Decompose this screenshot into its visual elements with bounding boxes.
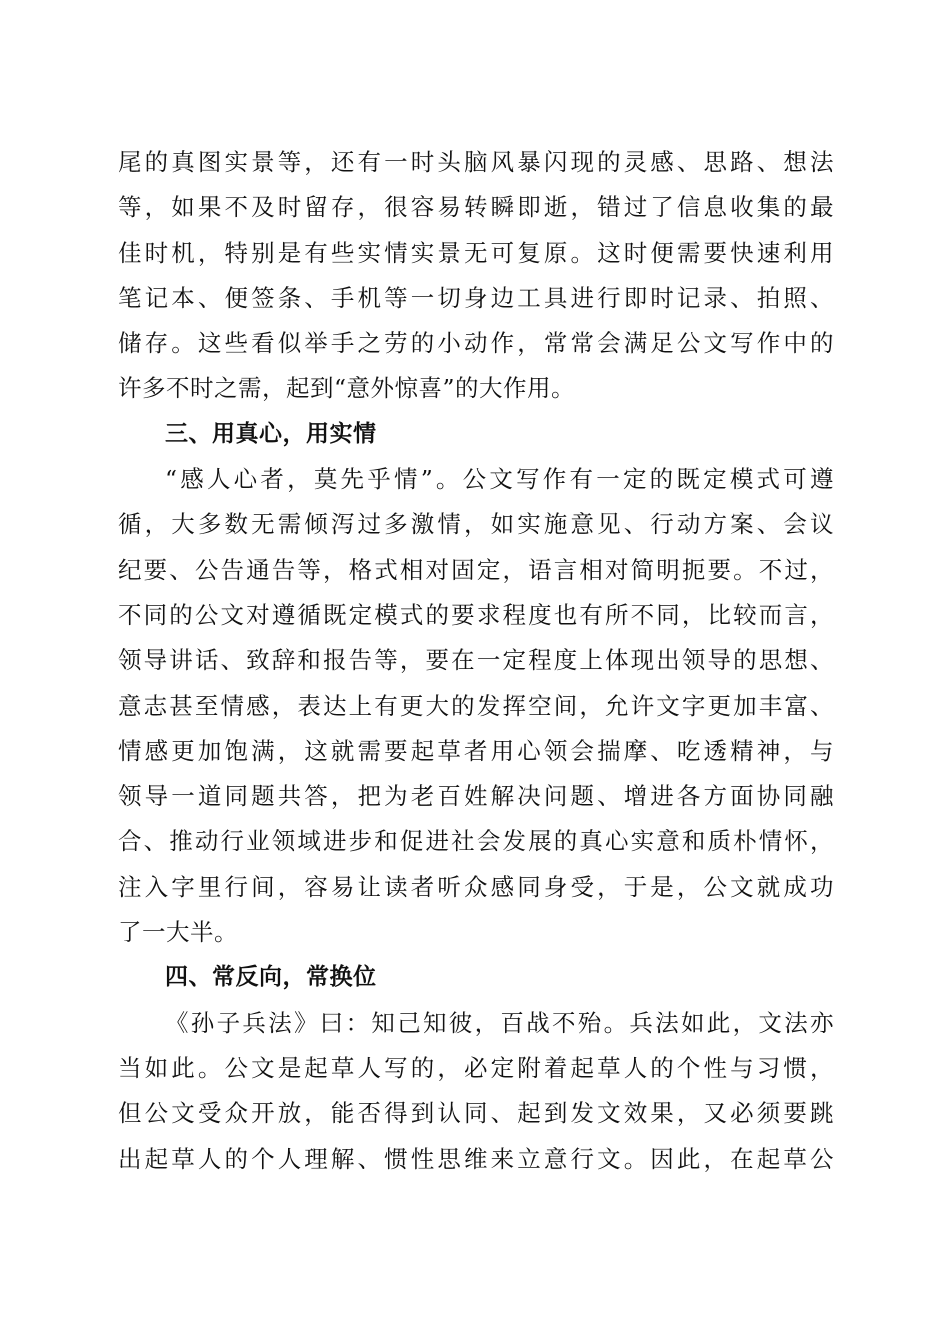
text-line: 领导一道同题共答，把为老百姓解决问题、增进各方面协同融: [118, 782, 834, 811]
text-line: 当如此。公文是起草人写的，必定附着起草人的个性与习惯，: [118, 1053, 834, 1082]
text-line: 但公文受众开放，能否得到认同、起到发文效果，又必须要跳: [118, 1099, 834, 1128]
text-line: 情感更加饱满，这就需要起草者用心领会揣摩、吃透精神，与: [118, 736, 834, 765]
section-heading-3: 三、用真心，用实情: [165, 420, 377, 447]
paragraph-section-3: [118, 457, 834, 955]
document-body: [118, 140, 834, 1182]
text-line: 合、推动行业领域进步和促进社会发展的真心实意和质朴情怀，: [118, 827, 834, 856]
text-line: “感人心者，莫先乎情”。公文写作有一定的既定模式可遵: [165, 465, 834, 494]
text-line: 尾的真图实景等，还有一时头脑风暴闪现的灵感、思路、想法: [118, 148, 834, 176]
text-line: 许多不时之需，起到“意外惊喜”的大作用。: [118, 374, 576, 403]
text-line: 储存。这些看似举手之劳的小动作，常常会满足公文写作中的: [118, 329, 834, 358]
paragraph-continued: [118, 140, 834, 412]
text-line: 笔记本、便签条、手机等一切身边工具进行即时记录、拍照、: [118, 283, 834, 312]
paragraph-section-4: [118, 1001, 834, 1182]
text-line: 纪要、公告通告等，格式相对固定，语言相对简明扼要。不过，: [118, 555, 834, 584]
text-line: 出起草人的个人理解、惯性思维来立意行文。因此，在起草公: [118, 1144, 834, 1173]
text-line: 意志甚至情感，表达上有更大的发挥空间，允许文字更加丰富、: [118, 691, 834, 720]
text-line: 领导讲话、致辞和报告等，要在一定程度上体现出领导的思想、: [118, 646, 834, 675]
text-line: 循，大多数无需倾泻过多激情，如实施意见、行动方案、会议: [118, 510, 834, 539]
text-line: 注入字里行间，容易让读者听众感同身受，于是，公文就成功: [118, 872, 834, 901]
section-heading-4: 四、常反向，常换位: [165, 964, 377, 991]
text-line: 不同的公文对遵循既定模式的要求程度也有所不同，比较而言，: [118, 600, 834, 629]
text-line: 等，如果不及时留存，很容易转瞬即逝，错过了信息收集的最: [118, 193, 834, 222]
text-line: 《孙子兵法》曰：知己知彼，百战不殆。兵法如此，文法亦: [165, 1008, 834, 1037]
text-line: 佳时机，特别是有些实情实景无可复原。这时便需要快速利用: [118, 238, 834, 267]
text-line: 了一大半。: [118, 918, 238, 947]
